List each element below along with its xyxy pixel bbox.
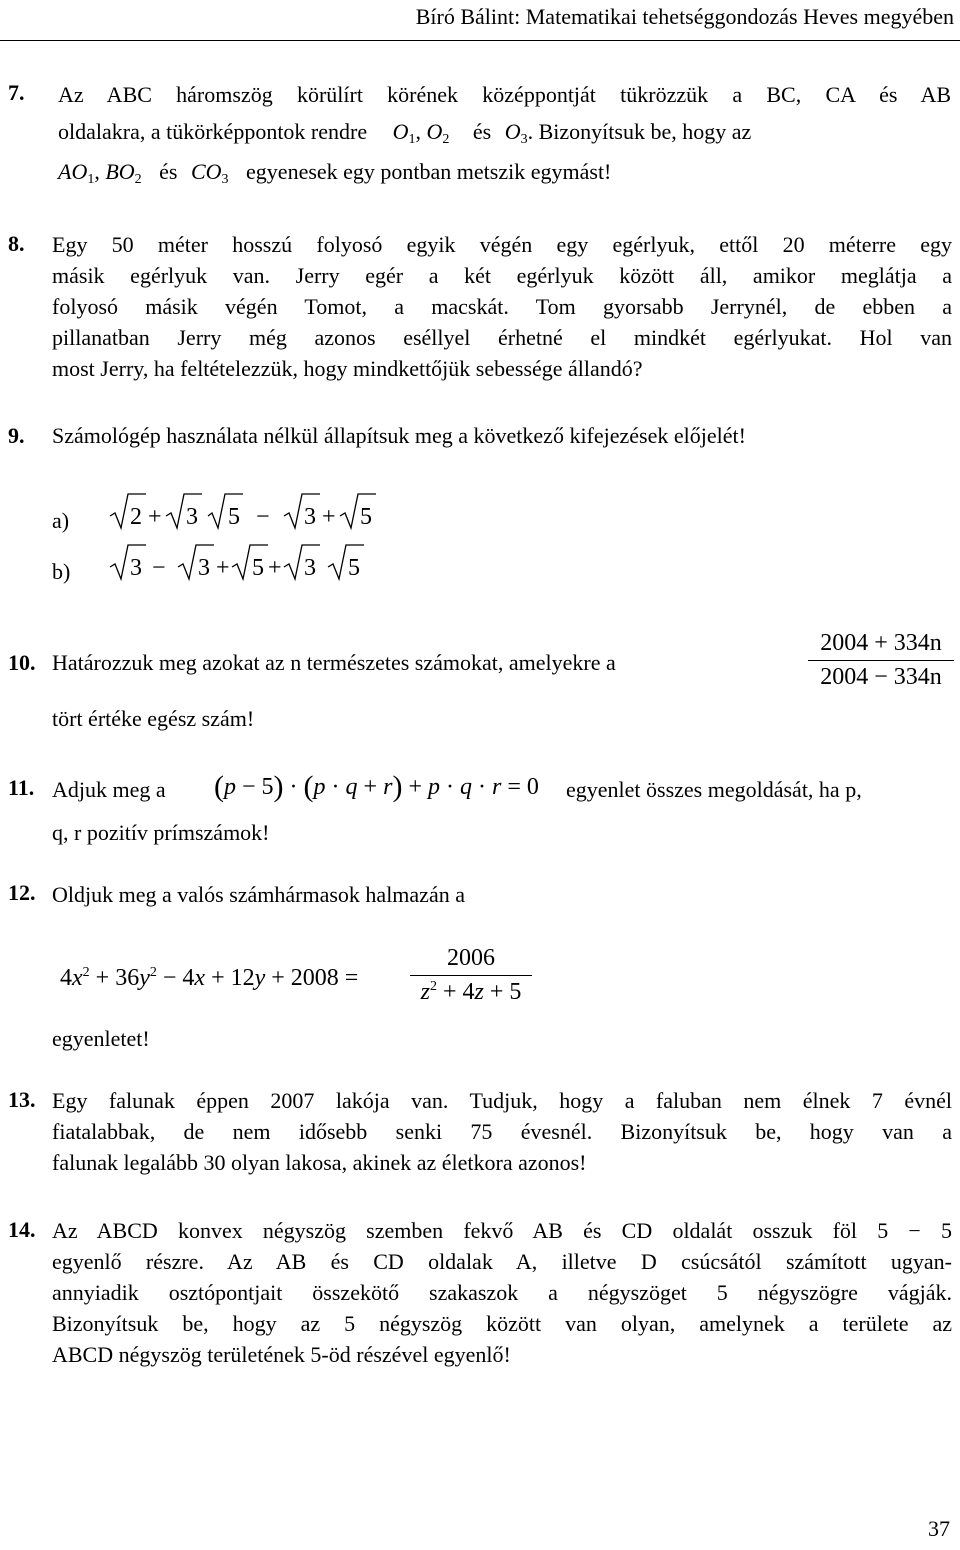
problem-14-line: egyenlő részre. Az AB és CD oldalak A, illetve D csúcsától számított ugyan- bbox=[52, 1249, 952, 1274]
problem-12-number: 12. bbox=[8, 880, 36, 905]
problem-10-fraction bbox=[808, 630, 954, 691]
problem-8-line: most Jerry, ha feltételezzük, hogy mindkettőjük sebessége állandó? bbox=[52, 356, 643, 381]
problem-11-text-2: q, r pozitív prímszámok! bbox=[52, 820, 270, 845]
problem-10-text-2: tört értéke egész szám! bbox=[52, 706, 255, 731]
fraction-bar bbox=[808, 660, 954, 661]
problem-12-denominator: $z^2 + 4z + 5$ bbox=[420, 979, 522, 1005]
problem-8-text bbox=[52, 229, 952, 384]
problem-9b-expression bbox=[108, 539, 388, 587]
problem-7-number: 7. bbox=[8, 80, 25, 105]
problem-12-text: Oldjuk meg a valós számhármasok halmazán a bbox=[52, 882, 465, 907]
problem-14-line: Bizonyítsuk be, hogy az 5 négyszög között van olyan, amelynek a területe az bbox=[52, 1311, 952, 1336]
page-number: 37 bbox=[928, 1516, 950, 1541]
problem-14-number: 14. bbox=[8, 1217, 36, 1242]
problem-10-number: 10. bbox=[8, 650, 36, 675]
problem-14-line: ABCD négyszög területének 5-öd részével egyenlő! bbox=[52, 1342, 511, 1367]
problem-14-line: Az ABCD konvex négyszög szemben fekvő AB és CD oldalát osszuk föl 5 − 5 bbox=[52, 1218, 952, 1243]
svg-text:3: 3 bbox=[198, 555, 210, 581]
problem-13-line: fiatalabbak, de nem idősebb senki 75 évesnél. Bizonyítsuk be, hogy van a bbox=[52, 1119, 952, 1144]
problem-9-text: Számológép használata nélkül állapítsuk meg a következő kifejezések előjelét! bbox=[52, 423, 746, 448]
problem-9a-expression bbox=[108, 488, 388, 536]
problem-11-text-a: Adjuk meg a bbox=[52, 777, 166, 802]
problem-9a-label: a) bbox=[52, 508, 70, 533]
problem-12-fraction bbox=[410, 945, 532, 1006]
problem-8-line: pillanatban Jerry még azonos eséllyel érhetné el mindkét egérlyukat. Hol van bbox=[52, 325, 952, 350]
svg-text:+: + bbox=[216, 555, 230, 581]
svg-text:5: 5 bbox=[228, 504, 240, 530]
svg-text:2: 2 bbox=[130, 504, 142, 530]
problem-14-text bbox=[52, 1215, 952, 1370]
svg-text:3: 3 bbox=[304, 555, 316, 581]
problem-9-number: 9. bbox=[8, 423, 25, 448]
problem-10-numerator: 2004 + 334n bbox=[820, 630, 942, 656]
problem-7-line-2: oldalakra, a tükörképpontok rendre $O_1$, $O_2$ és $O_3$. Bizonyítsuk be, hogy az bbox=[58, 119, 752, 147]
problem-13-text bbox=[52, 1085, 952, 1178]
problem-10-denominator: 2004 − 334n bbox=[820, 664, 942, 690]
problem-8-line: Egy 50 méter hosszú folyosó egyik végén egy egérlyuk, ettől 20 méterre egy bbox=[52, 232, 952, 257]
svg-text:−: − bbox=[256, 504, 270, 530]
problem-7-line-3: $AO_1$, $BO_2$ és $CO_3$ egyenesek egy pontban metszik egymást! bbox=[58, 159, 612, 187]
svg-text:+: + bbox=[268, 555, 282, 581]
running-header: Bíró Bálint: Matematikai tehetséggondozás Heves megyében bbox=[415, 4, 954, 29]
problem-11-equation: (p − 5) · (p · q + r) + p · q · r = 0 bbox=[214, 770, 539, 803]
header-rule bbox=[0, 40, 960, 41]
svg-text:+: + bbox=[148, 504, 162, 530]
problem-8-line: folyosó másik végén Tomot, a macskát. Tom gyorsabb Jerrynél, de ebben a bbox=[52, 294, 952, 319]
problem-13-number: 13. bbox=[8, 1087, 36, 1112]
svg-text:−: − bbox=[152, 555, 166, 581]
problem-13-line: falunak legalább 30 olyan lakosa, akinek az életkora azonos! bbox=[52, 1150, 587, 1175]
fraction-bar bbox=[410, 975, 532, 976]
problem-12-numerator: 2006 bbox=[447, 945, 495, 971]
problem-9b-label: b) bbox=[52, 559, 71, 584]
problem-8-line: másik egérlyuk van. Jerry egér a két egérlyuk között áll, amikor meglátja a bbox=[52, 263, 952, 288]
svg-text:3: 3 bbox=[186, 504, 198, 530]
problem-7-line-1: Az ABC háromszög körülírt körének középpontját tükrözzük a BC, CA és AB bbox=[58, 82, 951, 107]
problem-13-line: Egy falunak éppen 2007 lakója van. Tudjuk, hogy a faluban nem élnek 7 évnél bbox=[52, 1088, 952, 1113]
problem-11-number: 11. bbox=[8, 775, 35, 800]
svg-text:5: 5 bbox=[348, 555, 360, 581]
svg-text:5: 5 bbox=[360, 504, 372, 530]
problem-10-text: Határozzuk meg azokat az n természetes számokat, amelyekre a bbox=[52, 650, 616, 675]
problem-12-equation-lhs: $4x^2 + 36y^2 - 4x + 12y + 2008$ = bbox=[60, 965, 359, 991]
problem-11-text-b: egyenlet összes megoldását, ha p, bbox=[566, 777, 862, 802]
svg-text:5: 5 bbox=[252, 555, 264, 581]
svg-text:3: 3 bbox=[130, 555, 142, 581]
svg-text:+: + bbox=[322, 504, 336, 530]
svg-text:3: 3 bbox=[304, 504, 316, 530]
problem-14-line: annyiadik osztópontjait összekötő szakaszok a négyszöget 5 négyszögre vágják. bbox=[52, 1280, 952, 1305]
problem-8-number: 8. bbox=[8, 231, 25, 256]
problem-12-text-2: egyenletet! bbox=[52, 1026, 150, 1051]
